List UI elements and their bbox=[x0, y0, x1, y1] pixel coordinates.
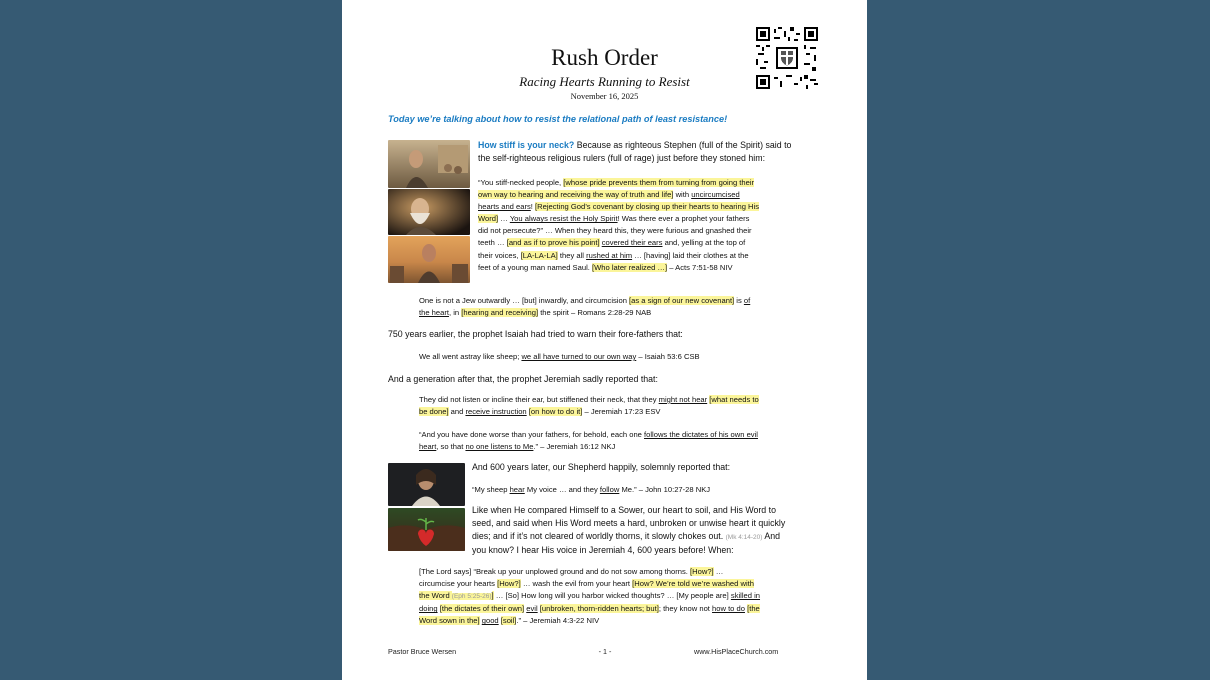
page-subtitle: Racing Hearts Running to Resist bbox=[519, 74, 690, 89]
paragraph-shepherd: And 600 years later, our Shepherd happily, solemnly reported that: bbox=[472, 462, 731, 472]
paragraph-isaiah: 750 years earlier, the prophet Isaiah had tried to warn their fore-fathers that: bbox=[388, 329, 683, 339]
paragraph-sower: Like when He compared Himself to a Sower, our heart to soil, and His Word to seed, and said when His Word meets a hard, unbroken or unwise heart it quickly dies; and if it’s not cleared of worldly thorns, it slowly chokes out. (Mk 4:14-20) And you know? I hear His voice in Jeremiah 4, 600 years before! When: bbox=[472, 505, 786, 555]
footer-author: Pastor Bruce Wersen bbox=[388, 647, 457, 656]
quote-jeremiah-4: [The Lord says] “Break up your unplowed ground and do not sow among thorns. [How?] … circumcise your hearts [How?] … wash the evil from your heart [How? We’re told we’re washed with the Word (Eph 5:25-26)] … [So] How long will you harbor wicked thoughts? … [My people are] skilled in doing [the dictates of their own] evil [unbroken, thorn-ridden hearts; but]; they know not how to do [the Word sown in the] good [soil].” – Jeremiah 4:3-22 NIV bbox=[419, 567, 761, 626]
heart-soil-image bbox=[388, 508, 465, 551]
quote-jeremiah-17: They did not listen or incline their ear, but stiffened their neck, that they might not hear [what needs to be done] and receive instruction [on how to do it] – Jeremiah 17:23 ESV bbox=[419, 395, 759, 417]
qr-code bbox=[756, 27, 818, 89]
stephen-image bbox=[388, 140, 470, 188]
footer-page-number: - 1 - bbox=[598, 647, 612, 656]
paragraph-jeremiah: And a generation after that, the prophet Jeremiah sadly reported that: bbox=[388, 374, 658, 384]
quote-john: “My sheep hear My voice … and they follow Me.” – John 10:27-28 NKJ bbox=[472, 485, 711, 494]
page-title: Rush Order bbox=[551, 45, 658, 70]
quote-acts: “You stiff-necked people, [whose pride prevents them from turning from going their own way to hearing and receiving the way of truth and life] with uncircumcised hearts and ears! [Rejecting God’s covenant by closing up their hearts to hearing His Word] … You always resist the Holy Spirit! Was there ever a prophet your fathers did not persecute?” … When they heard this, they were furious and gnashed their teeth … [and as if to prove his point] covered their ears and, yelling at the top of their voices, [LA-LA-LA] they all rushed at him … [having] laid their clothes at the feet of a young man named Saul. [Who later realized …] – Acts 7:51-58 NIV bbox=[478, 178, 760, 272]
paragraph-stiff-neck: How stiff is your neck? Because as righteous Stephen (full of the Spirit) said to the self-righteous religious rulers (full of rage) just before they stoned him: bbox=[478, 140, 792, 163]
quote-jeremiah-16: “And you have done worse than your fathers, for behold, each one follows the dictates of his own evil heart, so that no one listens to Me.” – Jeremiah 16:12 NKJ bbox=[419, 430, 758, 452]
shepherd-image bbox=[388, 463, 465, 506]
prophet-image bbox=[388, 189, 470, 235]
quote-isaiah: We all went astray like sheep; we all have turned to our own way – Isaiah 53:6 CSB bbox=[419, 352, 700, 361]
intro-line: Today we’re talking about how to resist the relational path of least resistance! bbox=[388, 114, 728, 124]
crowd-image bbox=[388, 236, 470, 283]
page-date: November 16, 2025 bbox=[570, 91, 639, 101]
quote-romans: One is not a Jew outwardly … [but] inwardly, and circumcision [as a sign of our new covenant] is of the heart, in [hearing and receiving] the spirit – Romans 2:28-29 NAB bbox=[419, 296, 751, 318]
footer-website: www.HisPlaceChurch.com bbox=[694, 647, 779, 656]
document-page bbox=[342, 0, 867, 680]
